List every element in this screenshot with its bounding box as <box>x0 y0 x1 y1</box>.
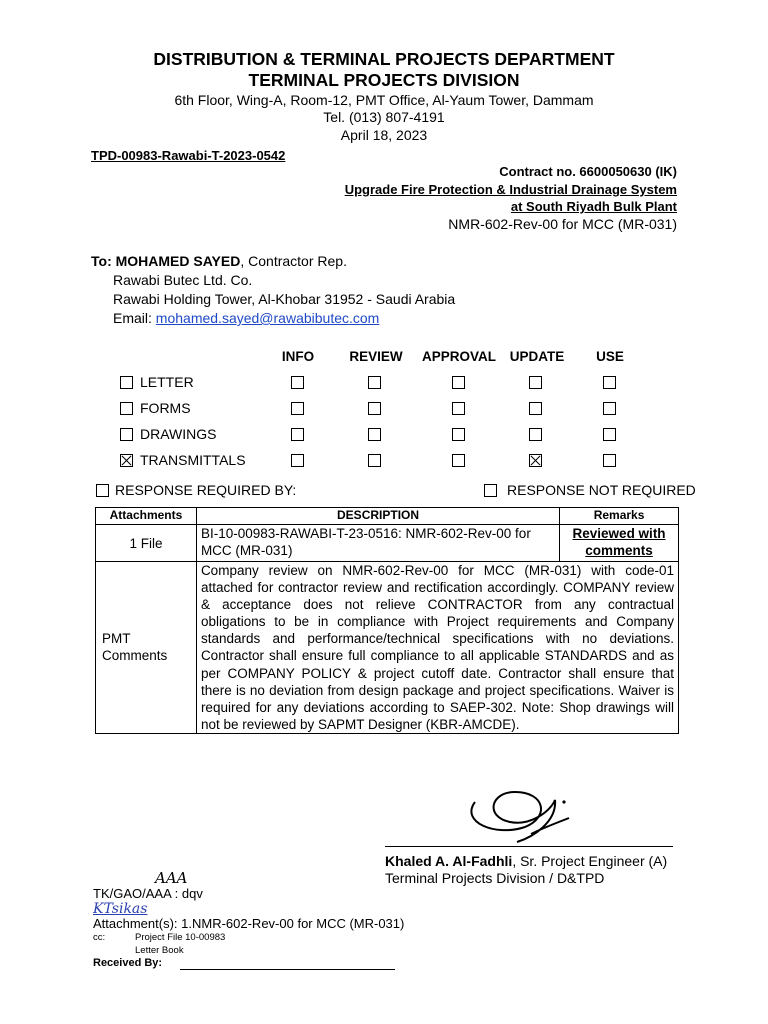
table-row <box>96 525 679 562</box>
department-title: DISTRIBUTION & TERMINAL PROJECTS DEPARTMENT <box>153 49 615 69</box>
column-update: UPDATE <box>509 349 565 364</box>
recipient-email-line <box>113 310 379 326</box>
column-review: REVIEW <box>349 349 403 364</box>
typist-reference: TK/GAO/AAA : dqv <box>93 886 203 901</box>
drawings-review-checkbox[interactable] <box>368 428 381 441</box>
received-by-line <box>180 969 395 970</box>
response-required-label: RESPONSE REQUIRED BY: <box>115 482 297 498</box>
telephone: Tel. (013) 807-4191 <box>323 109 445 125</box>
response-not-required-label: RESPONSE NOT REQUIRED <box>507 482 696 498</box>
reference-number: TPD-00983-Rawabi-T-2023-0542 <box>91 148 286 163</box>
signatory-title: , Sr. Project Engineer (A) <box>512 853 668 869</box>
forms-label: FORMS <box>140 400 191 416</box>
header-remarks: Remarks <box>560 508 679 525</box>
transmittals-approval-checkbox[interactable] <box>452 454 465 467</box>
recipient-email-link[interactable]: mohamed.sayed@rawabibutec.com <box>155 310 380 326</box>
received-by-label: Received By: <box>93 957 163 969</box>
handwritten-name: KTsikas <box>93 901 148 917</box>
table-row <box>96 562 679 734</box>
letter-subject: NMR-602-Rev-00 for MCC (MR-031) <box>448 216 677 232</box>
handwritten-initials: AAA <box>155 869 188 887</box>
transmittals-review-checkbox[interactable] <box>368 454 381 467</box>
table-header-row <box>96 508 679 525</box>
forms-checkbox[interactable] <box>120 402 133 415</box>
column-info: INFO <box>281 349 315 364</box>
attachments-line: Attachment(s): 1.NMR-602-Rev-00 for MCC (MR-031) <box>93 916 405 931</box>
email-label: Email: <box>113 310 152 326</box>
forms-info-checkbox[interactable] <box>291 402 304 415</box>
recipient-line <box>91 253 347 269</box>
file-description: BI-10-00983-RAWABI-T-23-0516: NMR-602-Rev-00 for MCC (MR-031) <box>196 525 559 562</box>
letter-info-checkbox[interactable] <box>291 376 304 389</box>
drawings-checkbox[interactable] <box>120 428 133 441</box>
recipient-name: MOHAMED SAYED <box>115 253 241 269</box>
header-attachments: Attachments <box>96 508 197 525</box>
recipient-address: Rawabi Holding Tower, Al-Khobar 31952 - Saudi Arabia <box>113 291 456 307</box>
contract-title-line1: Upgrade Fire Protection & Industrial Drainage System <box>344 182 677 197</box>
transmittals-update-checkbox[interactable] <box>529 454 542 467</box>
column-approval: APPROVAL <box>421 349 496 364</box>
division-title: TERMINAL PROJECTS DIVISION <box>248 70 520 90</box>
signatory-division: Terminal Projects Division / D&TPD <box>385 870 605 886</box>
drawings-label: DRAWINGS <box>140 426 217 442</box>
cc-letter-book: Letter Book <box>135 945 184 956</box>
transmittals-label: TRANSMITTALS <box>140 452 246 468</box>
drawings-use-checkbox[interactable] <box>603 428 616 441</box>
office-address: 6th Floor, Wing-A, Room-12, PMT Office, Al-Yaum Tower, Dammam <box>174 92 594 108</box>
contract-number: Contract no. 6600050630 (IK) <box>499 164 677 179</box>
forms-update-checkbox[interactable] <box>529 402 542 415</box>
signatory-line <box>385 853 667 869</box>
transmittals-use-checkbox[interactable] <box>603 454 616 467</box>
file-count: 1 File <box>96 525 197 562</box>
cc-label: cc: <box>93 932 106 943</box>
forms-use-checkbox[interactable] <box>603 402 616 415</box>
pmt-comments-text: Company review on NMR-602-Rev-00 for MCC (MR-031) with code-01 attached for contractor review and rectification accordingly. COMPANY review & acceptance does not relieve CONTRACTOR from any contractual obligations to be in compliance with Project requirements and Company standards and performance/technical specifications with no deviations. Contractor shall ensure full compliance to all applicable STANDARDS and as per COMPANY POLICY & project cutoff date. Contractor shall ensure that there is no deviation from design package and project specifications. Waiver is required for any deviations according to SAEP-302. Note: Shop drawings will not be reviewed by SAPMT Designer (KBR-AMCDE). <box>196 562 678 734</box>
letter-update-checkbox[interactable] <box>529 376 542 389</box>
contract-title-line2: at South Riyadh Bulk Plant <box>510 199 677 214</box>
column-use: USE <box>596 349 624 364</box>
to-label: To: <box>91 253 112 269</box>
response-required-checkbox[interactable] <box>96 484 109 497</box>
forms-approval-checkbox[interactable] <box>452 402 465 415</box>
letter-label: LETTER <box>140 374 194 390</box>
drawings-approval-checkbox[interactable] <box>452 428 465 441</box>
letter-review-checkbox[interactable] <box>368 376 381 389</box>
drawings-info-checkbox[interactable] <box>291 428 304 441</box>
attachments-table <box>95 507 679 734</box>
signature-scribble <box>455 782 585 852</box>
transmittals-checkbox[interactable] <box>120 454 133 467</box>
cc-project-file: Project File 10-00983 <box>135 932 226 943</box>
pmt-comments-label: PMT Comments <box>96 562 197 734</box>
recipient-company: Rawabi Butec Ltd. Co. <box>113 272 253 288</box>
letter-approval-checkbox[interactable] <box>452 376 465 389</box>
drawings-update-checkbox[interactable] <box>529 428 542 441</box>
letter-date: April 18, 2023 <box>340 127 428 143</box>
header-description: DESCRIPTION <box>196 508 559 525</box>
recipient-role: , Contractor Rep. <box>240 253 347 269</box>
forms-review-checkbox[interactable] <box>368 402 381 415</box>
remarks-status: Reviewed with comments <box>560 525 679 562</box>
transmittals-info-checkbox[interactable] <box>291 454 304 467</box>
signatory-name: Khaled A. Al-Fadhli <box>385 853 513 869</box>
letter-use-checkbox[interactable] <box>603 376 616 389</box>
letter-checkbox[interactable] <box>120 376 133 389</box>
signature-line <box>385 846 673 847</box>
response-not-required-checkbox[interactable] <box>484 484 497 497</box>
